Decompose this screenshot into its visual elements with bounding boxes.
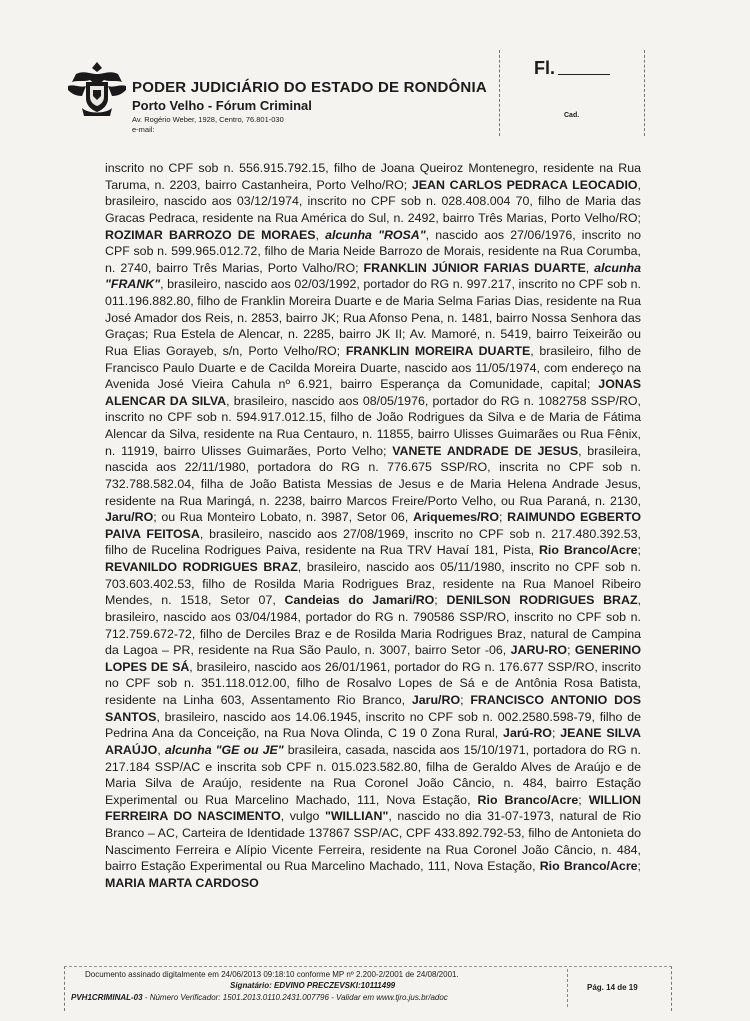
- digital-signature-footer: [64, 966, 672, 1011]
- defendant-name: FRANKLIN MOREIRA DUARTE: [345, 343, 531, 358]
- document-body: [105, 160, 641, 892]
- alias: "WILLIAN": [324, 809, 389, 824]
- city: Rio Branco/Acre: [539, 859, 638, 874]
- court-email-label: e-mail:: [132, 125, 155, 134]
- defendant-name: DENILSON RODRIGUES BRAZ: [446, 593, 638, 608]
- defendant-name: VANETE ANDRADE DE JESUS: [392, 443, 579, 458]
- document-code: PVH1CRIMINAL-03: [71, 993, 143, 1002]
- city: Jaru/RO: [105, 510, 154, 525]
- defendant-name: ROZIMAR BARROZO DE MORAES: [105, 227, 316, 242]
- city: Candeias do Jamari/RO: [284, 593, 435, 608]
- defendant-name: JEAN CARLOS PEDRACA LEOCADIO: [411, 177, 638, 192]
- verification-line: [71, 993, 448, 1002]
- defendant-name: MARIA MARTA CARDOSO: [105, 875, 259, 890]
- body-paragraph: inscrito no CPF sob n. 556.915.792.15, filho de Joana Queiroz Montenegro, residente na Rua Taruma, n. 2203, bairro Castanheira, Porto Velho/RO; JEAN CARLOS PEDRACA LEOCADIO, brasileiro, nascido aos 03/12/1974, inscrito no CPF sob n. 028.408.004 70, filho de Maria das Gracas Pedraca, residente na Rua América do Sul, n. 2492, bairro Três Marias, Porto Velho/RO; ROZIMAR BARROZO DE MORAES, alcunha "ROSA", nascido aos 27/06/1976, inscrito no CPF sob n. 599.965.012.72, filho de Maria Neide Barrozo de Morais, residente na Rua Corumba, n. 2740, bairro Três Marias, Porto Valho/RO; FRANKLIN JÚNIOR FARIAS DUARTE, alcunha "FRANK", brasileiro, nascido aos 02/03/1992, portador do RG n. 997.217, inscrito no CPF sob n. 011.196.882.80, filho de Franklin Moreira Duarte e de Maria Selma Farias Dias, residente na Rua José Amador dos Reis, n. 2853, bairro JK; Rua Afonso Pena, n. 1481, bairro Nossa Senhora das Graças; Rua Estela de Alencar, n. 2285, bairro JK II; Av. Mamoré, n. 5419, bairro Teixeirão ou Rua Elias Gorayeb, s/n, Porto Velho/RO; FRANKLIN MOREIRA DUARTE, brasileiro, filho de Francisco Paulo Duarte e de Cacilda Moreira Duarte, nascido aos 11/05/1974, com endereço na Avenida José Vieira Cahula nº 6.921, bairro Esperança da Comunidade, capital; JONAS ALENCAR DA SILVA, brasileiro, nascido aos 08/05/1976, portador do RG n. 1082758 SSP/RO, inscrito no CPF sob n. 594.917.012.15, filho de João Rodrigues da Silva e de Maria de Fátima Alencar da Silva, residente na Rua Centauro, n. 11855, bairro Ulisses Guimarães ou Rua Fênix, n. 11919, bairro Ulisses Guimarães, Porto Velho; VANETE ANDRADE DE JESUS, brasileira, nascida aos 22/11/1980, portadora do RG n. 776.675 SSP/RO, inscrita no CPF sob n. 732.788.582.04, filha de João Batista Messias de Jesus e de Maria Helena Andrade Jesus, residente na Rua Maringá, n. 2238, bairro Marcos Freire/Porto Velho, ou Rua Paraná, n. 2130, Jaru/RO; ou Rua Monteiro Lobato, n. 3987, Setor 06, Ariquemes/RO; RAIMUNDO EGBERTO PAIVA FEITOSA, brasileiro, nascido aos 27/08/1969, inscrito no CPF sob n. 217.480.392.53, filho de Rucelina Rodrigues Paiva, residente na Rua TRV Havaí 181, Pista, Rio Branco/Acre; REVANILDO RODRIGUES BRAZ, brasileiro, nascido aos 05/11/1980, inscrito no CPF sob n. 703.603.402.53, filho de Rosilda Maria Rodrigues Braz, residente na Rua Manoel Ribeiro Mendes, n. 1518, Setor 07, Candeias do Jamari/RO; DENILSON RODRIGUES BRAZ, brasileiro, nascido aos 03/04/1984, portador do RG n. 790586 SSP/RO, inscrito no CPF sob n. 712.759.672-72, filho de Derciles Braz e de Rosilda Maria Rodrigues Braz, natural de Campina da Lagoa – PR, residente na Rua São Paulo, n. 3007, bairro Setor -06, JARU-RO; GENERINO LOPES DE SÁ, brasileiro, nascido aos 26/01/1961, portador do RG n. 176.677 SSP/RO, inscrito no CPF sob n. 351.118.012.00, filho de Rosalvo Lopes de Sá e de Antônia Rosa Batista, residente na Linha 603, Assentamento Rio Branco, Jaru/RO; FRANCISCO ANTONIO DOS SANTOS, brasileiro, nascido aos 14.06.1945, inscrito no CPF sob n. 002.2580.598-79, filho de Pedrina Ana da Conceição, na Rua Nova Olinda, C 19 0 Zona Rural, Jarú-RO; JEANE SILVA ARAÚJO, alcunha "GE ou JE" brasileira, casada, nascida aos 15/10/1971, portadora do RG n. 217.184 SSP/AC e inscrita sob CPF n. 015.023.582.80, filha de Geraldo Alves de Araújo e de Maria Silva de Araújo, residente na Rua Coronel João Câncio, n. 484, bairro Estação Experimental ou Rua Marcelino Machado, 111, Nova Estação, Rio Branco/Acre; WILLION FERREIRA DO NASCIMENTO, vulgo "WILLIAN", nascido no dia 31-07-1973, natural de Rio Branco – AC, Carteira de Identidade 137867 SSP/AC, CPF 433.892.792-53, filho de Antonieta do Nascimento Ferreira e Alípio Vicente Ferreira, residente na Rua Coronel João Câncio, n. 484, bairro Estação Experimental ou Rua Marcelino Machado, 111, Nova Estação, Rio Branco/Acre; MARIA MARTA CARDOSO: [105, 161, 642, 890]
- page-number-stamp: [499, 50, 645, 136]
- cad-label: Cad.: [564, 112, 580, 119]
- court-subtitle: Porto Velho - Fórum Criminal: [132, 98, 312, 113]
- verification-info: - Número Verificador: 1501.2013.0110.2431.007796 - Validar em www.tjro.jus.br/adoc: [142, 993, 448, 1002]
- city: JARU-RO: [510, 643, 568, 658]
- court-address: Av. Rogério Weber, 1928, Centro, 76.801-030: [132, 115, 284, 124]
- city: Ariquemes/RO: [412, 510, 500, 525]
- folha-line: [558, 74, 610, 75]
- court-title: PODER JUDICIÁRIO DO ESTADO DE RONDÔNIA: [132, 79, 487, 96]
- city: Jarú-RO: [503, 726, 552, 741]
- folha-label: Fl.: [534, 58, 555, 78]
- defendant-name: REVANILDO RODRIGUES BRAZ: [105, 560, 298, 574]
- defendant-name: FRANKLIN JÚNIOR FARIAS DUARTE: [363, 260, 586, 275]
- footer-divider: [567, 969, 568, 1007]
- city: Rio Branco/Acre: [477, 792, 579, 807]
- city: Jaru/RO: [411, 693, 461, 707]
- city: Rio Branco/Acre: [538, 543, 638, 558]
- signatory: Signatário: EDVINO PRECZEVSKI:10111499: [230, 981, 396, 990]
- page-indicator: Pág. 14 de 19: [587, 983, 638, 992]
- signature-notice: Documento assinado digitalmente em 24/06/2013 09:18:10 conforme MP nº 2.200-2/2001 de 24/08/2001.: [85, 970, 459, 979]
- alias: alcunha "GE ou JE": [164, 742, 284, 757]
- alias: alcunha "ROSA": [325, 227, 426, 242]
- alias: alcunha "FRANK": [105, 260, 641, 292]
- defendant-name: GENERINO LOPES DE SÁ: [105, 643, 641, 674]
- defendant-name: JEANE SILVA ARAÚJO: [105, 726, 641, 757]
- defendant-name: FRANCISCO ANTONIO DOS SANTOS: [105, 693, 641, 724]
- defendant-name: RAIMUNDO EGBERTO PAIVA FEITOSA: [105, 510, 641, 541]
- coat-of-arms-icon: [64, 60, 130, 118]
- defendant-name: JONAS ALENCAR DA SILVA: [105, 377, 641, 408]
- defendant-name: WILLION FERREIRA DO NASCIMENTO: [105, 792, 641, 824]
